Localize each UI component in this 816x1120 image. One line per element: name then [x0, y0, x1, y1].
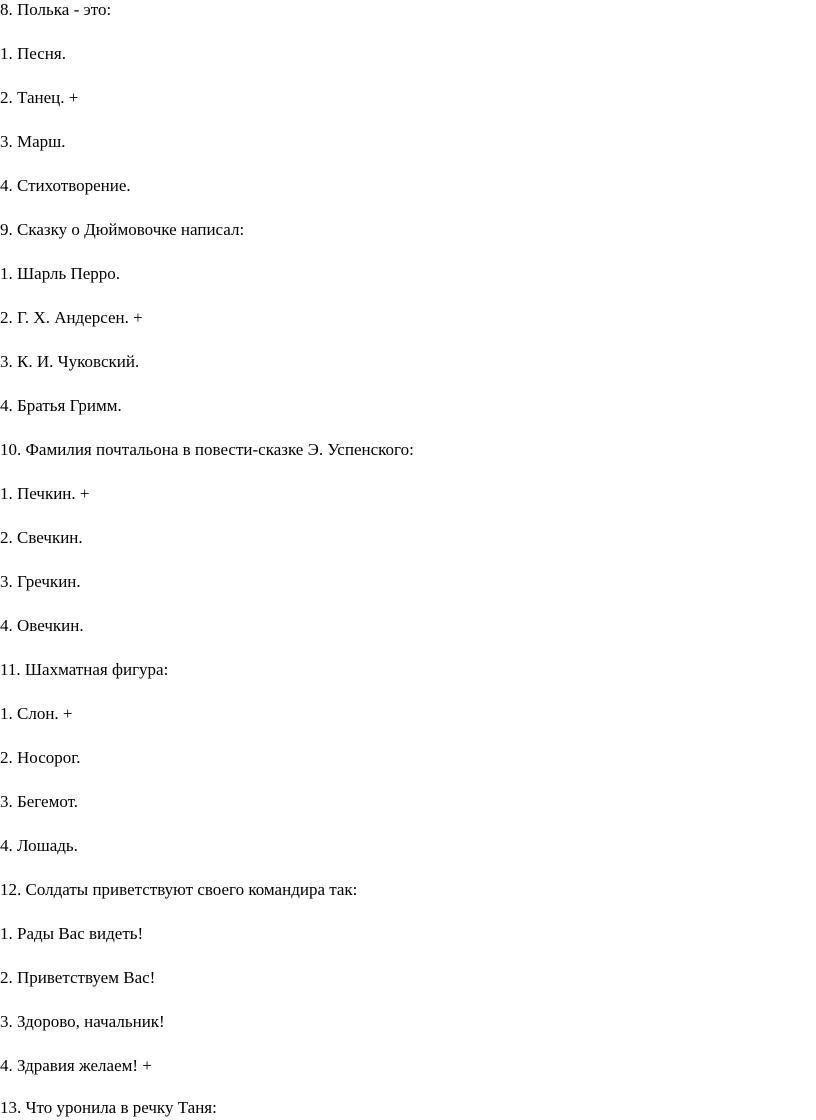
answer-option: 1. Шарль Перро. — [0, 264, 121, 283]
answer-option: 4. Стихотворение. — [0, 176, 131, 195]
answer-option: 4. Овечкин. — [0, 616, 84, 635]
answer-option: 2. Приветствуем Вас! — [0, 968, 156, 987]
question-11: 11. Шахматная фигура: — [0, 660, 169, 679]
answer-option-correct: 1. Печкин. + — [0, 484, 90, 503]
question-12: 12. Солдаты приветствуют своего командира так: — [0, 880, 358, 899]
question-13: 13. Что уронила в речку Таня: — [0, 1098, 217, 1117]
answer-option: 3. Бегемот. — [0, 792, 79, 811]
answer-option-correct: 1. Слон. + — [0, 704, 73, 723]
answer-option: 3. Марш. — [0, 132, 66, 151]
answer-option: 2. Свечкин. — [0, 528, 83, 547]
answer-option-correct: 4. Здравия желаем! + — [0, 1056, 152, 1075]
answer-option: 1. Песня. — [0, 44, 66, 63]
answer-option: 3. К. И. Чуковский. — [0, 352, 140, 371]
question-8: 8. Полька - это: — [0, 0, 112, 19]
answer-option-correct: 2. Г. Х. Андерсен. + — [0, 308, 143, 327]
answer-option: 4. Лошадь. — [0, 836, 78, 855]
answer-option: 2. Носорог. — [0, 748, 81, 767]
answer-option: 1. Рады Вас видеть! — [0, 924, 144, 943]
question-10: 10. Фамилия почтальона в повести-сказке Э. Успенского: — [0, 440, 414, 459]
answer-option: 3. Гречкин. — [0, 572, 81, 591]
answer-option-correct: 2. Танец. + — [0, 88, 79, 107]
answer-option: 4. Братья Гримм. — [0, 396, 122, 415]
answer-option: 3. Здорово, начальник! — [0, 1012, 165, 1031]
question-9: 9. Сказку о Дюймовочке написал: — [0, 220, 245, 239]
